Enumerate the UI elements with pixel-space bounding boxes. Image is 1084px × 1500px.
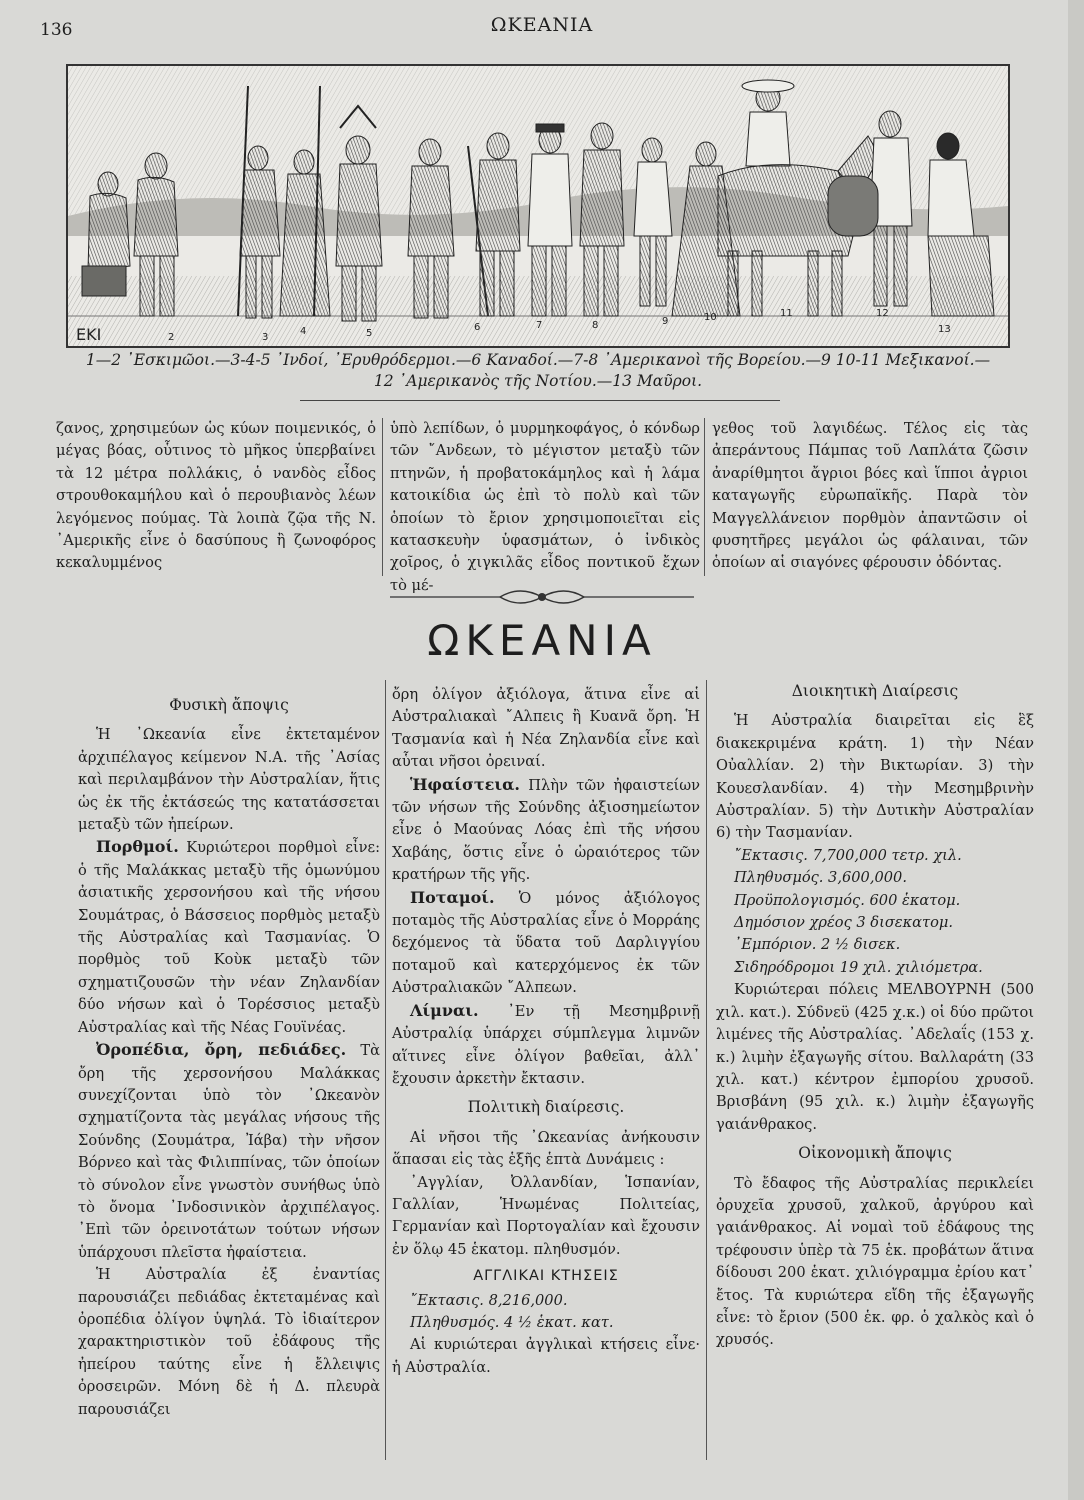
section-ornament — [0, 582, 1084, 612]
section-heading: Πολιτικὴ διαίρεσις. — [467, 1098, 625, 1117]
section-heading: ΑΓΓΛΙΚΑΙ ΚΤΗΣΕΙΣ — [473, 1268, 619, 1285]
paragraph: Τὸ ἔδαφος τῆς Αὐστραλίας περικλείει ὀρυχεῖα χρυσοῦ, χαλκοῦ, ἀργύρου καὶ γαιάνθρακος. Αἱ νομαὶ τοῦ ἐδάφους της τρέφουσιν ὑπὲρ τὰ 75 ἑκ. προβάτων ἅτινα δίδουσι 200 ἑκατ. χιλιόγραμμα ἐρίου κατ᾿ ἔτος. Τὰ κυριώτερα εἴδη τῆς ἐξαγωγῆς εἶνε: τὸ ἔριον (500 ἑκ. φρ. ὁ χαλκὸς καὶ ὁ χρυσός. — [716, 1174, 1034, 1349]
paragraph: ᾿Αγγλίαν, Ὀλλανδίαν, Ἱσπανίαν, Γαλλίαν, Ἡνωμένας Πολιτείας, Γερμανίαν καὶ Πορτογαλίαν καὶ ἔχουσιν ἐν ὅλῳ 45 ἑκατομ. πληθυσμόν. — [392, 1173, 700, 1258]
paragraph: Ἡ Αὐστραλία ἐξ ἐναντίας παρουσιάζει πεδιάδας ἐκτεταμένας καὶ ὀροπέδια ὀλίγον ὑψηλά. Τὸ ἰδιαίτερον χαρακτηριστικὸν τοῦ ἐδάφους τῆς ἠπείρου ταύτης εἶνε ἡ ἔλλειψις ὀροσειρῶν. Μόνη δὲ ἡ Δ. πλευρὰ παρουσιάζει — [78, 1266, 380, 1418]
subsection-heading: Λίμναι. — [410, 1000, 479, 1020]
paragraph: ὑπὸ λεπίδων, ὁ μυρμηκοφάγος, ὁ κόνδωρ τῶν ῎Ανδεων, τὸ μέγιστον μεταξὺ τῶν πτηνῶν, ἡ προβατοκάμηλος καὶ ἡ λάμα κατοικίδια ὡς ἐπὶ τὸ πολὺ καὶ τῶν ὁποίων τὸ ἔριον χρησιμοποιεῖται εἰς κατασκευὴν ὑφασμάτων, ὁ ἰνδικὸς χοῖρος, ὁ χιγκιλᾶς εἶδος ποντικοῦ ἔχων τὸ μέ- — [390, 420, 700, 594]
plate-signature: EKI — [76, 325, 102, 344]
main-column-2 — [392, 684, 700, 1379]
main-column-3 — [716, 680, 1034, 1352]
column-rule — [704, 418, 705, 576]
paragraph: Κυριώτεραι πόλεις ΜΕΛΒΟΥΡΝΗ (500 χιλ. κατ.). Σύδνεϋ (425 χ.κ.) οἱ δύο πρῶτοι λιμένες τῆς Αὐστραλίας. ᾿Αδελαΐς (153 χ. κ.) λιμὴν ἐξαγωγῆς σίτου. Βαλλαράτη (33 χιλ. κατ.) κέντρον ἐμπορίου χρυσοῦ. Βρισβάνη (95 χιλ. κ.) λιμὴν ἐξαγωγῆς γαιάνθρακος. — [716, 981, 1034, 1133]
subsection-heading: Ποταμοί. — [410, 887, 495, 907]
figure-number: 5 — [366, 328, 373, 339]
stat-line: ῎Εκτασις. 7,700,000 τετρ. χιλ. — [734, 846, 962, 864]
paragraph: γεθος τοῦ λαγιδέως. Τέλος εἰς τὰς ἀπεράντους Πάμπας τοῦ Λαπλάτα ζῶσιν ἀναρίθμητοι ἄγριοι βόες καὶ ἵπποι ἀγριοι καταγωγῆς εὐρωπαϊκῆς. Παρὰ τὸν Μαγγελλάνειον πορθμὸν ἀπαντῶσιν οἱ φυσητῆρες μεγάλοι ὡς φάλαιναι, τῶν ὁποίων αἱ σιαγόνες φέρουσιν ὀδόντας. — [712, 420, 1028, 572]
figure-number: 4 — [300, 326, 307, 337]
column-rule — [382, 418, 383, 576]
stat-line: Πληθυσμός. 3,600,000. — [734, 869, 907, 887]
stat-line: Προϋπολογισμός. 600 ἑκατομ. — [734, 891, 961, 909]
chapter-title: ΩΚΕΑΝΙΑ — [427, 616, 657, 665]
section-heading: Φυσικὴ ἄποψις — [169, 696, 289, 714]
figure-number: 6 — [474, 322, 481, 333]
section-heading: Οἰκονομικὴ ἄποψις — [798, 1144, 952, 1163]
running-head: ΩΚΕΑΝΙΑ — [490, 14, 594, 36]
column-rule — [706, 680, 707, 1460]
paragraph: Κυριώτεροι πορθμοὶ εἶνε: ὁ τῆς Μαλάκκας μεταξὺ τῆς ὁμωνύμου ἀσιατικῆς χερσονήσου καὶ τῆς νήσου Σουμάτρας, ὁ Βάσσειος πορθμὸς μεταξὺ τῆς Αὐστραλίας καὶ Τασμανίας. Ὁ πορθμὸς τοῦ Κοὺκ μεταξὺ τῶν σχηματιζουσῶν τὴν νέαν Ζηλανδίαν δύο νήσων καὶ ὁ Τορέσσιος μεταξὺ Αὐστραλίας καὶ τῆς Νέας Γουϊνέας. — [78, 839, 381, 1036]
engraving-plate — [66, 64, 1010, 348]
paragraph: Αἱ κυριώτεραι ἀγγλικαὶ κτήσεις εἶνε· ἡ Αὐστραλία. — [392, 1336, 700, 1376]
figure-number: 2 — [168, 332, 175, 343]
figure-number: 13 — [938, 324, 951, 335]
page-binding-edge — [1068, 0, 1084, 1500]
paragraph: ὄρη ὀλίγον ἀξιόλογα, ἅτινα εἶνε αἱ Αὐστραλιακαὶ ῎Αλπεις ἢ Κυανᾶ ὄρη. Ἡ Τασμανία καὶ ἡ Νέα Ζηλανδία εἶνε καὶ αὗται νῆσοι ὀρειναί. — [392, 686, 700, 771]
paragraph: Ἡ Αὐστραλία διαιρεῖται εἰς ἓξ διακεκριμένα κράτη. 1) τὴν Νέαν Οὐαλλίαν. 2) τὴν Βικτωρίαν. 3) τὴν Κουεσλανδίαν. 4) τὴν Μεσημβρινὴν Αὐστραλίαν. 5) τὴν Δυτικὴν Αὐστραλίαν 6) τὴν Τασμανίαν. — [716, 712, 1034, 842]
subsection-heading: Πορθμοί. — [96, 837, 179, 857]
main-column-1 — [78, 694, 380, 1421]
figure-number: 3 — [262, 332, 269, 343]
paragraph: Ἡ ᾿Ωκεανία εἶνε ἐκτεταμένον ἀρχιπέλαγος κείμενον Ν.Α. τῆς ᾿Ασίας καὶ περιλαμβάνον τὴν Αὐστραλίαν, ἥτις ὡς ἐκ τῆς ἐκτάσεώς της κατατάσσεται μεταξὺ τῶν ἠπείρων. — [78, 726, 380, 834]
top-column-1 — [56, 418, 376, 575]
stat-line: Πληθυσμός. 4 ½ ἑκατ. κατ. — [410, 1313, 614, 1331]
subsection-heading: Ἡφαίστεια. — [410, 774, 520, 794]
figure-number: 7 — [536, 320, 543, 331]
page-number: 136 — [40, 20, 73, 40]
figure-number: 9 — [662, 316, 669, 327]
paragraph: ζανος, χρησιμεύων ὡς κύων ποιμενικός, ὁ μέγας βόας, οὗτινος τὸ μῆκος ὑπερβαίνει τὰ 12 μέτρα πολλάκις, ὁ νανδὸς εἶδος στρουθοκαμήλου καὶ ὁ περουβιανὸς λέων λεγόμενος πούμας. Τὰ λοιπὰ ζῷα τῆς Ν. ᾿Αμερικῆς εἶνε ὁ δασύπους ἢ ζωνοφόρος κεκαλυμμένος — [56, 420, 376, 572]
stat-line: Δημόσιον χρέος 3 δισεκατομ. — [734, 914, 954, 932]
figure-number: 8 — [592, 320, 599, 331]
stat-line: ᾿Εμπόριον. 2 ½ δισεκ. — [734, 936, 901, 954]
subsection-heading: Ὀροπέδια, ὄρη, πεδιάδες. — [96, 1040, 347, 1060]
top-column-2 — [390, 418, 700, 597]
figure-number: 12 — [876, 308, 889, 319]
paragraph: ᾿Εν τῇ Μεσημβρινῇ Αὐστραλίᾳ ὑπάρχει σύμπλεγμα λιμνῶν αἵτινες εἶνε ὀλίγον βαθεῖαι, ἀλλ᾿ ἔχουσιν ἀρκετὴν ἔκτασιν. — [392, 1002, 700, 1087]
figure-number: 11 — [780, 308, 793, 319]
figure-number: 10 — [704, 312, 717, 323]
stat-line: Σιδηρόδρομοι 19 χιλ. χιλιόμετρα. — [734, 958, 983, 976]
paragraph: Ὁ μόνος ἀξιόλογος ποταμὸς τῆς Αὐστραλίας εἶνε ὁ Μορράης δεχόμενος τὰ ὕδατα τοῦ Δαρλιγγίου ποταμοῦ καὶ κατερχόμενος ἐκ τῶν Αὐστραλιακῶν ῎Αλπεων. — [392, 889, 701, 997]
engraving-illustration — [68, 66, 1008, 346]
paragraph: Πλὴν τῶν ἠφαιστείων τῶν νήσων τῆς Σούνδης ἀξιοσημείωτον εἶνε ὁ Μαούνας Λόας ἐπὶ τῆς νήσου Χαβάης, ὅστις εἶνε ὁ ὡραιότερος τῶν κρατήρων τῆς γῆς. — [392, 776, 700, 884]
paragraph: Αἱ νῆσοι τῆς ᾿Ωκεανίας ἀνήκουσιν ἅπασαι εἰς τὰς ἑξῆς ἑπτὰ Δυνάμεις : — [392, 1128, 700, 1169]
stat-line: ῎Εκτασις. 8,216,000. — [410, 1291, 568, 1309]
top-column-3 — [712, 418, 1028, 575]
paragraph: Τὰ ὄρη τῆς χερσονήσου Μαλάκκας συνεχίζονται ὑπὸ τὸν ᾿Ωκεανὸν σχηματίζοντα τὰς μεγάλας νήσους τῆς Σούνδης (Σουμάτρα, Ἰάβα) τὴν νῆσον Βόρνεο καὶ τὰς Φιλιππίνας, τῶν ὁποίων τὸ σύνολον εἶνε γνωστὸν συνήθως ὑπὸ τὸ ὄνομα ᾿Ινδοσινικὸν ἀρχιπέλαγος. ᾿Επὶ τῶν ὀρεινοτάτων τούτων νήσων ὑπάρχουσι πλεῖστα ἠφαίστεια. — [78, 1042, 380, 1261]
section-heading: Διοικητικὴ Διαίρεσις — [791, 682, 959, 700]
column-rule — [385, 680, 386, 1460]
plate-caption: 1—2 ᾿Εσκιμῶοι.—3-4-5 ᾿Ινδοί, ᾿Ερυθρόδερμοι.—6 Καναδοί.—7-8 ᾿Αμερικανοὶ τῆς Βορείου.—9 10-11 Μεξικανοί.—12 ᾿Αμερικανὸς τῆς Νοτίου.—13 Μαῦροι. — [85, 351, 991, 390]
caption-rule — [300, 400, 780, 401]
